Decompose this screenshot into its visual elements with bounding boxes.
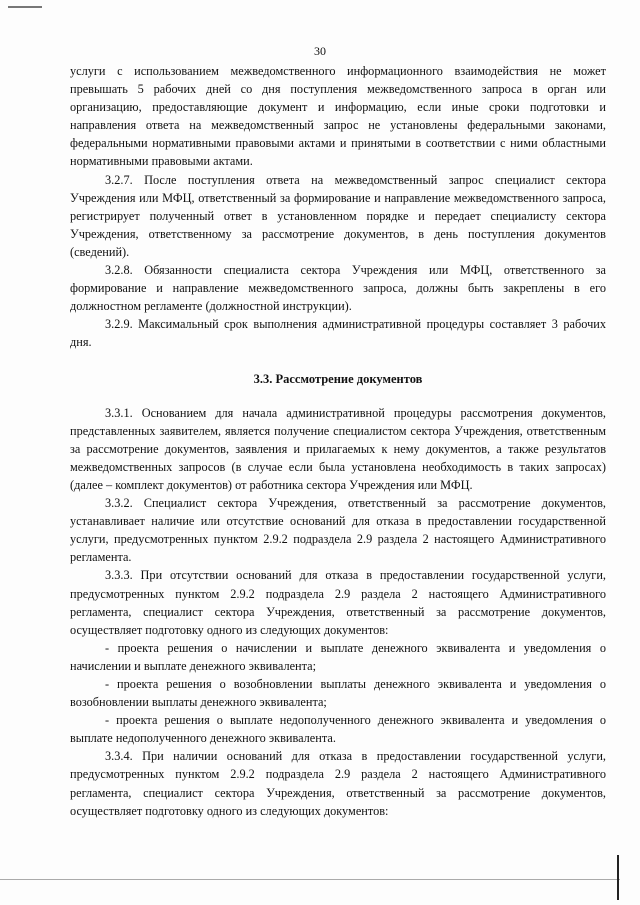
- paragraph-3-3-3: 3.3.3. При отсутствии оснований для отказа в предоставлении государственной услуги, предусмотренных пунктом 2.9.2 подраздела 2.9 раздела 2 настоящего Административного регламента, специалист сектора Учреждения, ответственный за рассмотрение документов, осуществляет подготовку одного из следующих документов:: [70, 568, 606, 637]
- paragraph-3-3-2: 3.3.2. Специалист сектора Учреждения, ответственный за рассмотрение документов, устанавливает наличие или отсутствие оснований для отказа в предоставлении государственной услуги, предусмотренных пунктом 2.9.2 подраздела 2.9 раздела 2 настоящего Административного регламента.: [70, 496, 606, 565]
- scan-artifact-bottom-line: [0, 879, 620, 880]
- paragraph-continuation: услуги с использованием межведомственного информационного взаимодействия не может превышать 5 рабочих дней со дня поступления межведомственного запроса в орган или организацию, предоставляющие документ и информацию, если иные сроки подготовки и направления ответа на межведомственный запрос не установлены федеральными законами, федеральными нормативными правовыми актами и принятыми в соответствии с ними областными нормативными правовыми актами.: [70, 64, 606, 169]
- document-body: [70, 62, 606, 820]
- section-heading: 3.3. Рассмотрение документов: [253, 371, 423, 386]
- scan-artifact-line: [8, 6, 42, 8]
- paragraph-3-2-9: 3.2.9. Максимальный срок выполнения административной процедуры составляет 3 рабочих дня.: [70, 317, 606, 350]
- paragraph-3-3-4: 3.3.4. При наличии оснований для отказа в предоставлении государственной услуги, предусмотренных пунктом 2.9.2 подраздела 2.9 раздела 2 настоящего Административного регламента, специалист сектора Учреждения, ответственный за рассмотрение документов, осуществляет подготовку одного из следующих документов:: [70, 749, 606, 818]
- list-item: - проекта решения о начислении и выплате денежного эквивалента и уведомления о начислении и выплате денежного эквивалента;: [70, 640, 606, 673]
- list-item: - проекта решения о возобновлении выплаты денежного эквивалента и уведомления о возобновлении выплаты денежного эквивалента;: [70, 677, 606, 710]
- scan-artifact-edge: [617, 855, 619, 900]
- list-item: - проекта решения о выплате недополученного денежного эквивалента и уведомления о выплате недополученного денежного эквивалента.: [70, 713, 606, 746]
- page-number: 30: [314, 44, 326, 58]
- paragraph-3-3-1: 3.3.1. Основанием для начала административной процедуры рассмотрения документов, представленных заявителем, является получение специалистом сектора Учреждения, ответственным за рассмотрение документов, заявления и прилагаемых к нему документов, а также результатов межведомственных запросов (в случае если была установлена необходимость в таких запросах) (далее – комплект документов) от работника сектора Учреждения или МФЦ.: [70, 405, 606, 492]
- paragraph-3-2-7: 3.2.7. После поступления ответа на межведомственный запрос специалист сектора Учреждения или МФЦ, ответственный за формирование и направление межведомственного запроса, регистрирует полученный ответ в установленном порядке и передает специалисту сектора Учреждения, ответственному за рассмотрение документов, в день поступления документов (сведений).: [70, 172, 606, 259]
- paragraph-3-2-8: 3.2.8. Обязанности специалиста сектора Учреждения или МФЦ, ответственного за формирование и направление межведомственного запроса, должны быть закреплены в его должностном регламенте (должностной инструкции).: [70, 263, 606, 314]
